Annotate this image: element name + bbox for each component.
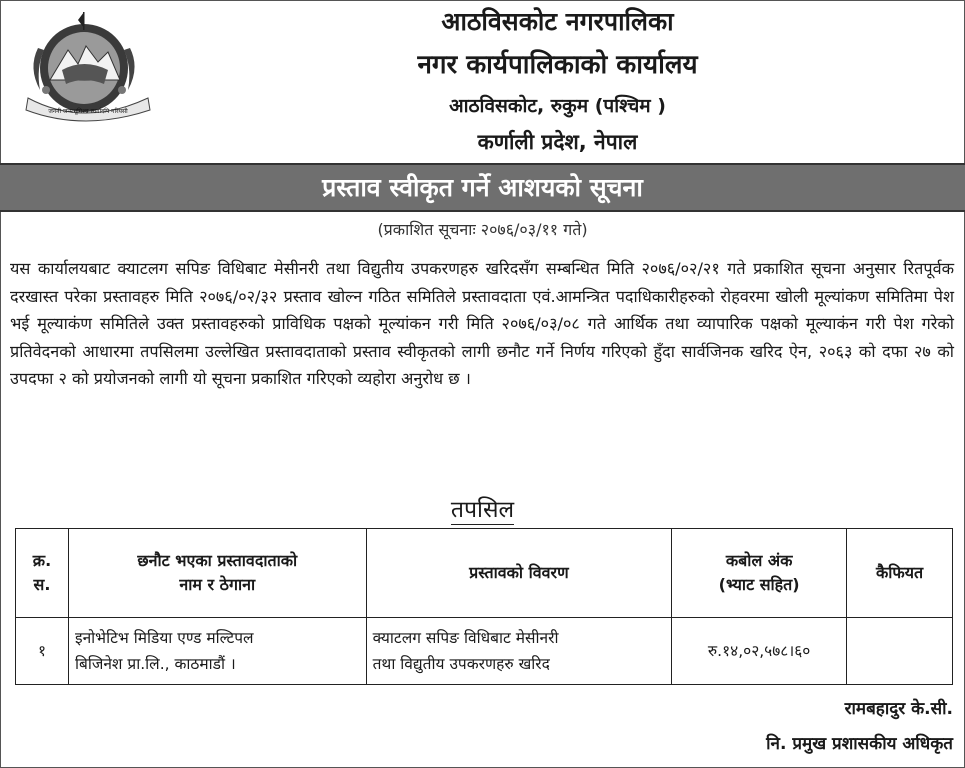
emblem	[22, 10, 154, 130]
notice-title: प्रस्ताव स्वीकृत गर्ने आशयको सूचना	[322, 173, 643, 202]
table-row	[16, 618, 953, 685]
col-amount-line1: कबोल अंक	[725, 551, 793, 570]
province-country: कर्णाली प्रदेश, नेपाल	[477, 130, 638, 154]
row-description-line2: तथा विद्युतीय उपकरणहरु खरिद	[372, 655, 550, 673]
municipality-name: आठविसकोट नगरपालिका	[441, 7, 674, 36]
published-date: (प्रकाशित सूचनाः २०७६/०३/११ गते)	[377, 220, 588, 239]
row-bidder-line1: इनोभेटिभ मिडिया एण्ड मल्टिपल	[74, 629, 254, 647]
col-bidder-line1: छनौट भएका प्रस्तावदाताको	[137, 551, 298, 570]
col-amount-line2: (भ्याट सहित)	[718, 575, 800, 594]
emblem-motto: जननी जन्मभूमिश्च स्वर्गादपि गरियसी	[48, 108, 128, 115]
nepal-emblem-icon	[22, 10, 154, 130]
row-description-line1: क्याटलग सपिङ विधिबाट मेसीनरी	[372, 629, 559, 647]
signatory-designation: नि. प्रमुख प्रशासकीय अधिकृत	[766, 734, 953, 754]
col-description-line1: प्रस्तावको विवरण	[469, 563, 569, 582]
col-sn-line1: क्र.	[32, 551, 52, 570]
row-sn: १	[16, 618, 69, 685]
office-address: आठविसकोट, रुकुम (पश्चिम )	[449, 95, 666, 117]
col-sn-line2: स.	[33, 575, 51, 594]
col-bidder-line2: नाम र ठेगाना	[179, 575, 256, 594]
table-header-row	[16, 529, 953, 618]
notice-body: यस कार्यालयबाट क्याटलग सपिङ विधिबाट मेसीनरी तथा विद्युतीय उपकरणहरु खरिदसँग सम्बन्धित मिति २०७६/०२/२१ गते प्रकाशित सूचना अनुसार रितपूर्वक दरखास्त परेका प्रस्तावहरु मिति २०७६/०२/३२ प्रस्ताव खोल्न गठित समितिले प्रस्तावदाता एवं.आमन्त्रित पदाधिकारीहरुको रोहवरमा खोली मूल्यांकण समितिमा पेश भई मूल्याकंण समितिले उक्त प्रस्तावहरुको प्राविधिक पक्षको मूल्यांकन गरी मिति २०७६/०३/०८ गते आर्थिक तथा व्यापारिक पक्षको मूल्याकंन गरी पेश गरेको प्रतिवेदनको आधारमा तपसिलमा उल्लेखित प्रस्तावदाताको प्रस्ताव स्वीकृतको लागी छनौट गर्ने निर्णय गरिएको हुँदा सार्वजिनक खरिद ऐन, २०६३ को दफा २७ को उपदफा २ को प्रयोजनको लागी यो सूचना प्रकाशित गरिएको व्यहोरा अनुरोध छ ।	[10, 259, 954, 389]
col-remarks-line1: कैफियत	[875, 563, 924, 582]
table-heading-text: तपसिल	[450, 497, 515, 523]
row-bidder-line2: बिजिनेश प्रा.लि., काठमाडौं ।	[74, 655, 236, 673]
bid-table	[15, 528, 953, 685]
row-remarks	[847, 618, 953, 685]
row-bidder	[68, 618, 366, 685]
col-sn-header	[16, 529, 69, 618]
col-remarks-header	[847, 529, 953, 618]
table-heading	[0, 492, 965, 524]
col-description-header	[366, 529, 672, 618]
office-name: नगर कार्यपालिकाको कार्यालय	[417, 50, 698, 80]
row-description	[366, 618, 672, 685]
col-amount-header	[672, 529, 847, 618]
signatory-name: रामबहादुर के.सी.	[844, 699, 953, 719]
col-bidder-header	[68, 529, 366, 618]
row-amount: रु.१४,०२,५७८।६०	[672, 618, 847, 685]
